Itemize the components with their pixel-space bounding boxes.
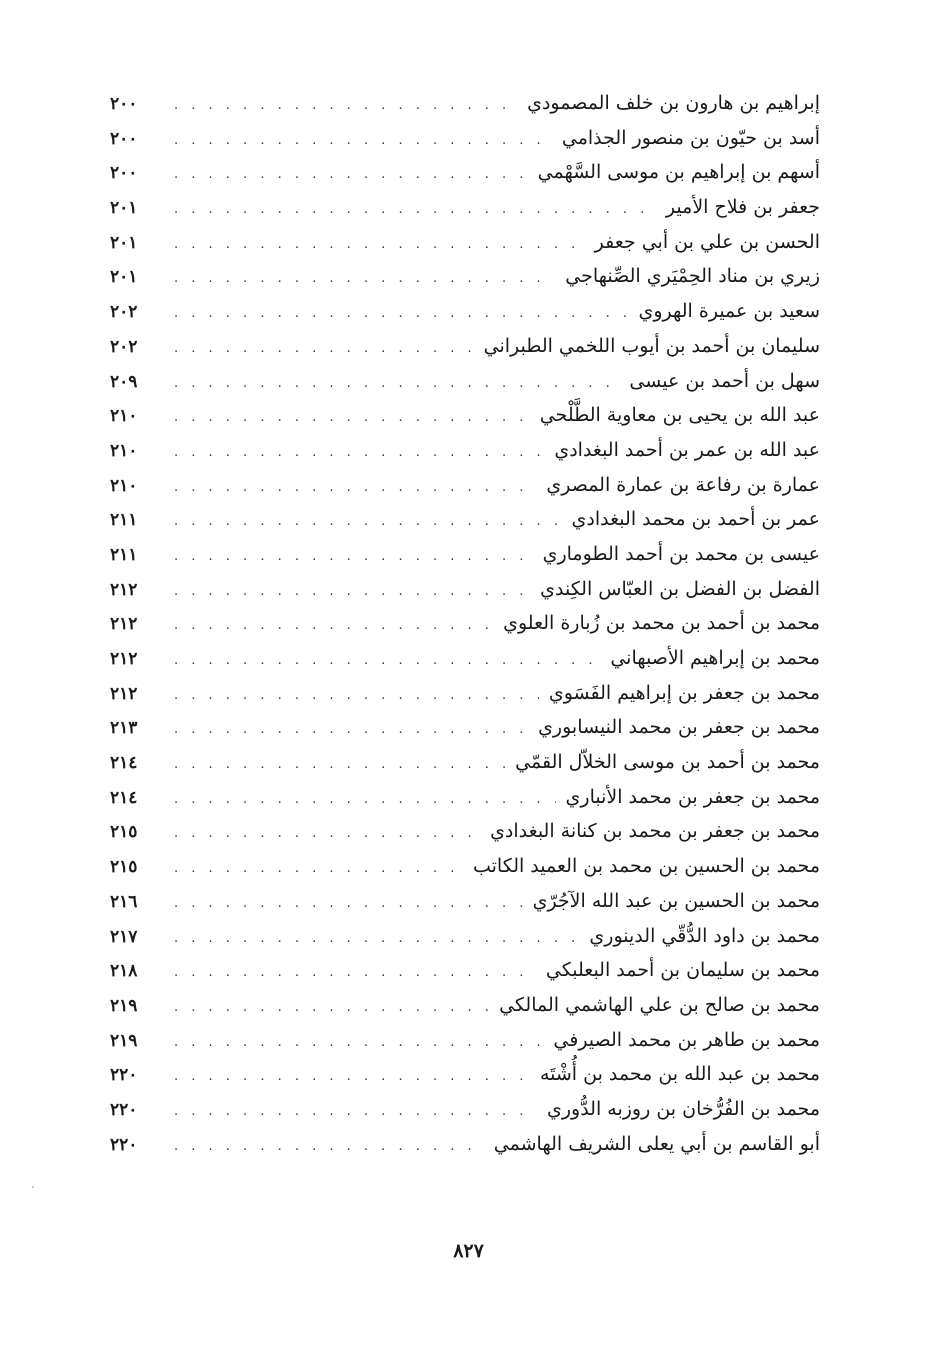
dot-leader bbox=[174, 748, 505, 783]
entry-page-number: ٢١٥ bbox=[110, 822, 138, 843]
entry-page-number: ٢٠٠ bbox=[110, 128, 138, 149]
toc-entry bbox=[110, 259, 820, 294]
entry-name: الحسن بن علي بن أبي جعفر bbox=[594, 230, 820, 253]
entry-page-number: ٢١٩ bbox=[110, 1030, 138, 1051]
entry-page-number: ٢١٦ bbox=[110, 891, 138, 912]
dot-leader bbox=[174, 783, 556, 818]
entry-name: الفضل بن الفضل بن العبّاس الكِندي bbox=[540, 577, 820, 600]
entry-name: محمد بن الفُرُّخان بن روزبه الدُّوري bbox=[546, 1097, 820, 1120]
dot-leader bbox=[174, 1130, 484, 1165]
toc-entry bbox=[110, 988, 820, 1023]
toc-entry bbox=[110, 606, 820, 641]
entry-name: محمد بن سليمان بن أحمد البعلبكي bbox=[545, 959, 820, 982]
dot-leader bbox=[174, 505, 562, 540]
entry-name: محمد بن أحمد بن محمد بن زُبارة العلوي bbox=[503, 612, 820, 635]
toc-entry bbox=[110, 953, 820, 988]
toc-entry bbox=[110, 294, 820, 329]
toc-entry bbox=[110, 1057, 820, 1092]
entry-name: أسهم بن إبراهيم بن موسى السَّهْمي bbox=[537, 161, 820, 184]
toc-entry bbox=[110, 572, 820, 607]
toc-entry bbox=[110, 433, 820, 468]
entry-name: أبو القاسم بن أبي يعلى الشريف الهاشمي bbox=[493, 1132, 820, 1155]
dot-leader bbox=[174, 713, 528, 748]
toc-entry bbox=[110, 537, 820, 572]
entry-page-number: ٢٠٢ bbox=[110, 336, 138, 357]
dot-leader bbox=[174, 1060, 530, 1095]
dot-leader bbox=[174, 609, 493, 644]
dot-leader bbox=[174, 332, 474, 367]
entry-page-number: ٢١٠ bbox=[110, 475, 138, 496]
toc-entry bbox=[110, 641, 820, 676]
entry-name: محمد بن جعفر بن محمد الأنباري bbox=[565, 785, 820, 808]
entry-page-number: ٢١٤ bbox=[110, 753, 138, 774]
toc-entry bbox=[110, 225, 820, 260]
toc-entry bbox=[110, 398, 820, 433]
dot-leader bbox=[174, 852, 463, 887]
entry-name: محمد بن جعفر بن محمد النيسابوري bbox=[538, 716, 820, 739]
margin-speck bbox=[32, 1186, 34, 1188]
entry-page-number: ٢١٢ bbox=[110, 614, 138, 635]
entry-page-number: ٢٠٠ bbox=[110, 163, 138, 184]
entry-page-number: ٢٠٢ bbox=[110, 302, 138, 323]
entry-page-number: ٢١١ bbox=[110, 544, 138, 565]
toc-entry bbox=[110, 329, 820, 364]
entry-page-number: ٢٠١ bbox=[110, 198, 138, 219]
entry-name: عمارة بن رفاعة بن عمارة المصري bbox=[546, 473, 820, 496]
page-number: ٨٢٧ bbox=[453, 1240, 484, 1262]
dot-leader bbox=[174, 887, 523, 922]
entry-name: زيري بن مناد الحِمْيَري الصِّنهاجي bbox=[565, 265, 820, 288]
toc-entry bbox=[110, 676, 820, 711]
entry-page-number: ٢١٣ bbox=[110, 718, 138, 739]
toc-entry bbox=[110, 468, 820, 503]
toc-entry bbox=[110, 1023, 820, 1058]
entry-name: محمد بن الحسين بن محمد بن العميد الكاتب bbox=[472, 855, 820, 878]
entry-page-number: ٢١٠ bbox=[110, 440, 138, 461]
entry-page-number: ٢٠١ bbox=[110, 267, 138, 288]
dot-leader bbox=[174, 575, 530, 610]
entry-name: إبراهيم بن هارون بن خلف المصمودي bbox=[527, 92, 820, 114]
entry-page-number: ٢٠١ bbox=[110, 232, 138, 253]
dot-leader bbox=[174, 1026, 543, 1061]
entry-page-number: ٢١٢ bbox=[110, 649, 138, 669]
dot-leader bbox=[174, 401, 530, 436]
entry-page-number: ٢٠٩ bbox=[110, 371, 138, 392]
toc-entry bbox=[110, 502, 820, 537]
entry-name: سليمان بن أحمد بن أيوب اللخمي الطبراني bbox=[483, 334, 820, 357]
entry-page-number: ٢٠٠ bbox=[110, 94, 138, 114]
entry-page-number: ٢٢٠ bbox=[110, 1099, 138, 1120]
entry-page-number: ٢١١ bbox=[110, 510, 138, 531]
toc-entry bbox=[110, 884, 820, 919]
entry-name: محمد بن إبراهيم الأصبهاني bbox=[610, 647, 820, 669]
dot-leader bbox=[174, 297, 628, 332]
entry-page-number: ٢١٨ bbox=[110, 961, 138, 982]
entry-name: محمد بن داود الدُّقّي الدينوري bbox=[589, 924, 820, 947]
dot-leader bbox=[174, 158, 528, 193]
entry-name: عبد الله بن عمر بن أحمد البغدادي bbox=[554, 438, 820, 461]
entry-name: عيسى بن محمد بن أحمد الطوماري bbox=[542, 542, 820, 565]
toc-entry bbox=[110, 190, 820, 225]
dot-leader bbox=[174, 991, 489, 1026]
entry-page-number: ٢١٢ bbox=[110, 683, 138, 704]
dot-leader bbox=[174, 471, 536, 506]
entry-name: محمد بن عبد الله بن محمد بن أُشْتَه bbox=[539, 1063, 820, 1086]
toc-entry bbox=[110, 121, 820, 156]
entry-page-number: ٢١٤ bbox=[110, 787, 138, 808]
toc-entry bbox=[110, 155, 820, 190]
entry-page-number: ٢١٠ bbox=[110, 406, 138, 427]
dot-leader bbox=[174, 367, 619, 402]
dot-leader bbox=[174, 124, 552, 159]
toc-entry bbox=[110, 364, 820, 399]
toc-entry bbox=[110, 1092, 820, 1127]
table-of-contents bbox=[110, 86, 820, 1161]
entry-name: محمد بن أحمد بن موسى الخلاّل القمّي bbox=[515, 751, 820, 774]
entry-name: محمد بن جعفر بن محمد بن كنانة البغدادي bbox=[490, 820, 820, 843]
entry-page-number: ٢٢٠ bbox=[110, 1065, 138, 1086]
entry-name: أسد بن حيّون بن منصور الجذامي bbox=[561, 126, 820, 149]
entry-page-number: ٢١٩ bbox=[110, 995, 138, 1016]
dot-leader bbox=[174, 679, 539, 714]
entry-name: سعيد بن عميرة الهروي bbox=[638, 300, 820, 323]
entry-page-number: ٢١٧ bbox=[110, 926, 138, 947]
toc-entry bbox=[110, 780, 820, 815]
entry-name: سهل بن أحمد بن عيسى bbox=[629, 369, 820, 392]
toc-entry bbox=[110, 710, 820, 745]
entry-page-number: ٢١٥ bbox=[110, 857, 138, 878]
dot-leader bbox=[174, 89, 517, 124]
entry-page-number: ٢٢٠ bbox=[110, 1134, 138, 1155]
entry-name: عمر بن أحمد بن محمد البغدادي bbox=[571, 508, 820, 531]
entry-name: محمد بن الحسين بن عبد الله الآجُرّي bbox=[532, 889, 820, 912]
dot-leader bbox=[174, 436, 544, 471]
entry-name: محمد بن جعفر بن إبراهيم الفَسَوي bbox=[548, 681, 820, 704]
toc-entry bbox=[110, 1127, 820, 1162]
toc-entry bbox=[110, 849, 820, 884]
dot-leader bbox=[174, 922, 579, 957]
dot-leader bbox=[174, 817, 480, 852]
dot-leader bbox=[174, 956, 536, 991]
toc-entry bbox=[110, 814, 820, 849]
toc-entry bbox=[110, 86, 820, 121]
dot-leader bbox=[174, 228, 585, 263]
dot-leader bbox=[174, 1095, 537, 1130]
dot-leader bbox=[174, 644, 600, 679]
toc-entry bbox=[110, 919, 820, 954]
toc-entry bbox=[110, 745, 820, 780]
dot-leader bbox=[174, 193, 656, 228]
entry-page-number: ٢١٢ bbox=[110, 579, 138, 600]
entry-name: محمد بن صالح بن علي الهاشمي المالكي bbox=[499, 993, 820, 1016]
entry-name: عبد الله بن يحيى بن معاوية الطَّلْحي bbox=[539, 404, 820, 427]
dot-leader bbox=[174, 540, 533, 575]
entry-name: محمد بن طاهر بن محمد الصيرفي bbox=[553, 1028, 820, 1051]
dot-leader bbox=[174, 262, 555, 297]
entry-name: جعفر بن فلاح الأمير bbox=[665, 196, 820, 219]
